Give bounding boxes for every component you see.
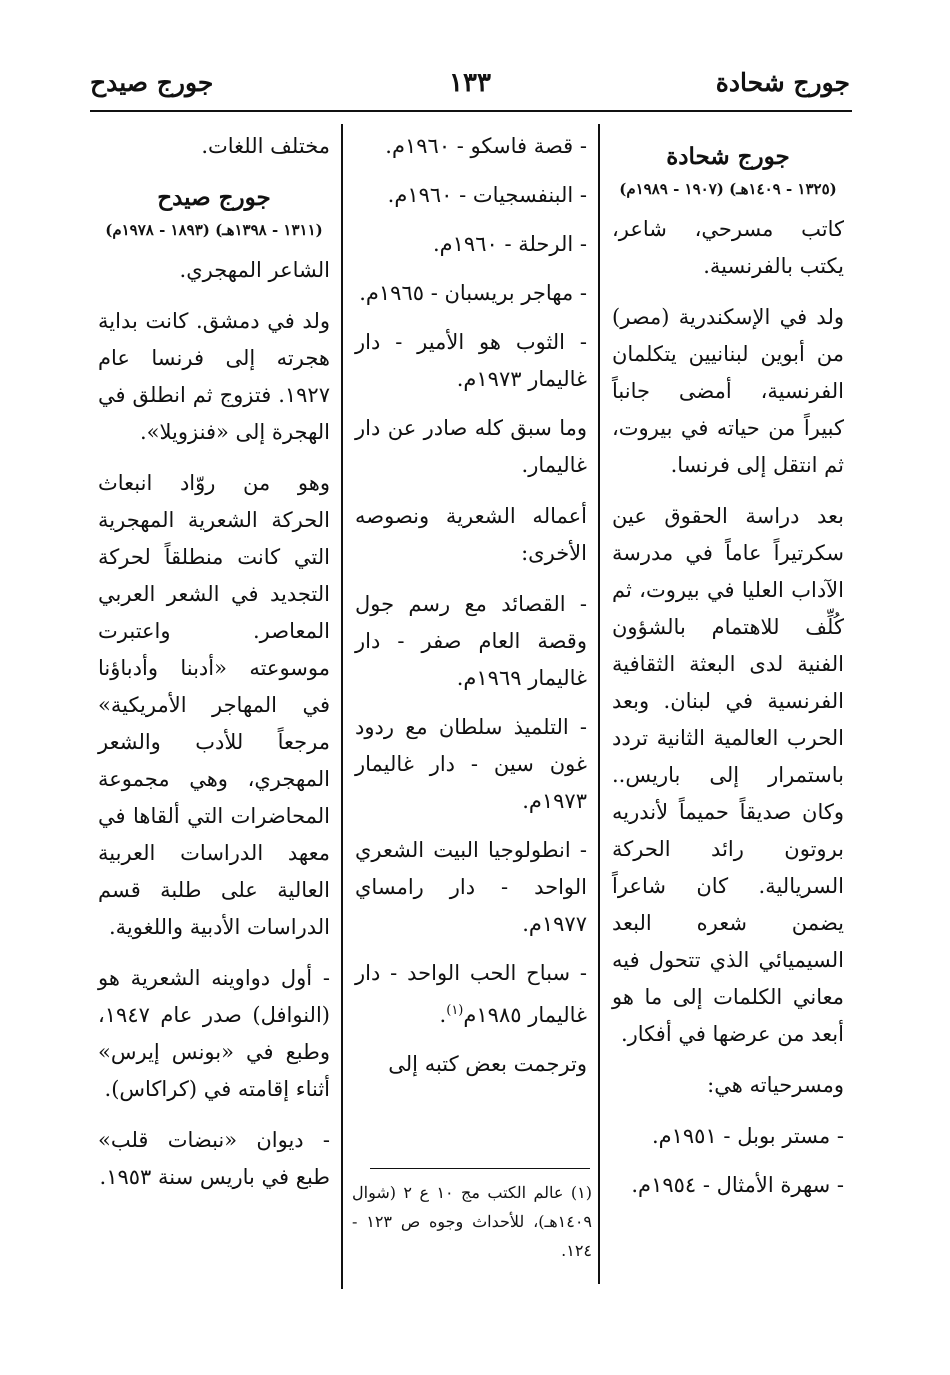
works-list <box>355 128 587 398</box>
paragraph: بعد دراسة الحقوق عين سكرتيراً عاماً في مدرسة الآداب العليا في بيروت، ثم كُلِّف للاهتمام بالشؤون الفنية لدى البعثة الثقافية الفرنسية في لبنان. وبعد الحرب العالمية الثانية تردد باستمرار إلى باريس.. وكان صديقاً حميماً لأندريه بروتون رائد الحركة السريالية. كان شاعراً يضمن شعره البعد السيميائي الذي تتحول فيه معاني الكلمات إلى ما هو أبعد من عرضها في أفكار. <box>612 504 844 1046</box>
header-rule <box>90 110 852 112</box>
paragraph: وما سبق كله صادر عن دار غاليمار. <box>355 416 587 477</box>
page-header <box>90 68 850 108</box>
list-item: - التلميذ سلطان مع ردود غون سين - دار غاليمار ١٩٧٣م. <box>355 715 587 813</box>
paragraph: ولد في الإسكندرية (مصر) من أبوين لبنانيين يتكلمان الفرنسية، أمضى جانباً كبيراً من حياته في بيروت، ثم انتقل إلى فرنسا. <box>612 305 844 477</box>
paragraph: ومسرحياته هي: <box>707 1073 844 1097</box>
column-left <box>98 128 330 1210</box>
entry-title: جورج شحادة <box>666 143 790 170</box>
paragraph: مختلف اللغات. <box>201 134 330 158</box>
entry-dates: (١٣١١ - ١٣٩٨هـ) (١٨٩٣ - ١٩٧٨م) <box>105 221 323 239</box>
footnote: (١) عالم الكتب مج ١٠ ع ٢ (شوال ١٤٠٩هـ)، للأحداث وجوه ص ١٢٣ - ١٢٤. <box>352 1183 593 1260</box>
paragraph: كاتب مسرحي، شاعر، يكتب بالفرنسية. <box>612 217 844 278</box>
entry-title: جورج صيدح <box>157 184 271 211</box>
list-item-text: - سباح الحب الواحد - دار غاليمار ١٩٨٥م <box>355 961 587 1027</box>
list-item: - الثوب هو الأمير - دار غاليمار ١٩٧٣م. <box>355 330 587 391</box>
list-item: - انطولوجيا البيت الشعري الواحد - دار رامساي ١٩٧٧م. <box>355 838 587 936</box>
entry-dates: (١٣٢٥ - ١٤٠٩هـ) (١٩٠٧ - ١٩٨٩م) <box>619 180 837 198</box>
list-item: - قصة فاسكو - ١٩٦٠م. <box>385 134 587 158</box>
footnote-marker: (١) <box>446 1003 464 1018</box>
paragraph: وترجمت بعض كتبه إلى <box>388 1052 587 1076</box>
list-item: - سهرة الأمثال - ١٩٥٤م. <box>631 1173 844 1197</box>
running-head-right: جورج شحادة <box>715 68 850 97</box>
paragraph: وهو من روّاد انبعاث الحركة الشعرية المهجرية التي كانت منطلقاً لحركة التجديد في الشعر العربي المعاصر. واعتبرت موسوعته «أدبنا وأدباؤنا في المهاجر الأمريكية» مرجعاً للأدب والشعر المهجري، وهي مجموعة المحاضرات التي ألقاها في معهد الدراسات العربية العالية على طلبة قسم الدراسات الأدبية واللغوية. <box>98 471 330 939</box>
running-head-left: جورج صيدح <box>90 68 214 97</box>
list-item: - البنفسجيات - ١٩٦٠م. <box>387 183 587 207</box>
paragraph: - ديوان «نبضات قلب» طبع في باريس سنة ١٩٥٣. <box>98 1128 330 1189</box>
list-item: - سباح الحب الواحد - دار غاليمار ١٩٨٥م$^{(١)}$. <box>355 961 587 1027</box>
column-middle <box>355 128 587 1097</box>
paragraph: ولد في دمشق. كانت بداية هجرته إلى فرنسا عام ١٩٢٧. فتزوج ثم انطلق في الهجرة إلى «فنزويلا». <box>98 309 330 444</box>
plays-list <box>612 1118 844 1204</box>
list-item: - الرحلة - ١٩٦٠م. <box>432 232 587 256</box>
list-item: - القصائد مع رسم جول وقصة العام صفر - دار غاليمار ١٩٦٩م. <box>355 592 587 690</box>
paragraph: أعماله الشعرية ونصوصه الأخرى: <box>355 504 587 565</box>
poetry-list <box>355 586 587 1034</box>
paragraph: - أول دواوينه الشعرية هو (النوافل) صدر عام ١٩٤٧، وطبع في «بونس إيرس» أثناء إقامته في (كراكاس). <box>98 966 330 1101</box>
footnote-rule <box>370 1168 590 1169</box>
list-item: - مستر بوبل - ١٩٥١م. <box>651 1124 844 1148</box>
list-item: - مهاجر بريسبان - ١٩٦٥م. <box>359 281 587 305</box>
column-divider-right <box>598 124 600 1284</box>
paragraph: الشاعر المهجري. <box>179 258 330 282</box>
column-right <box>612 128 844 1216</box>
column-divider-left <box>341 124 343 1289</box>
page-number: ١٣٣ <box>449 68 491 98</box>
